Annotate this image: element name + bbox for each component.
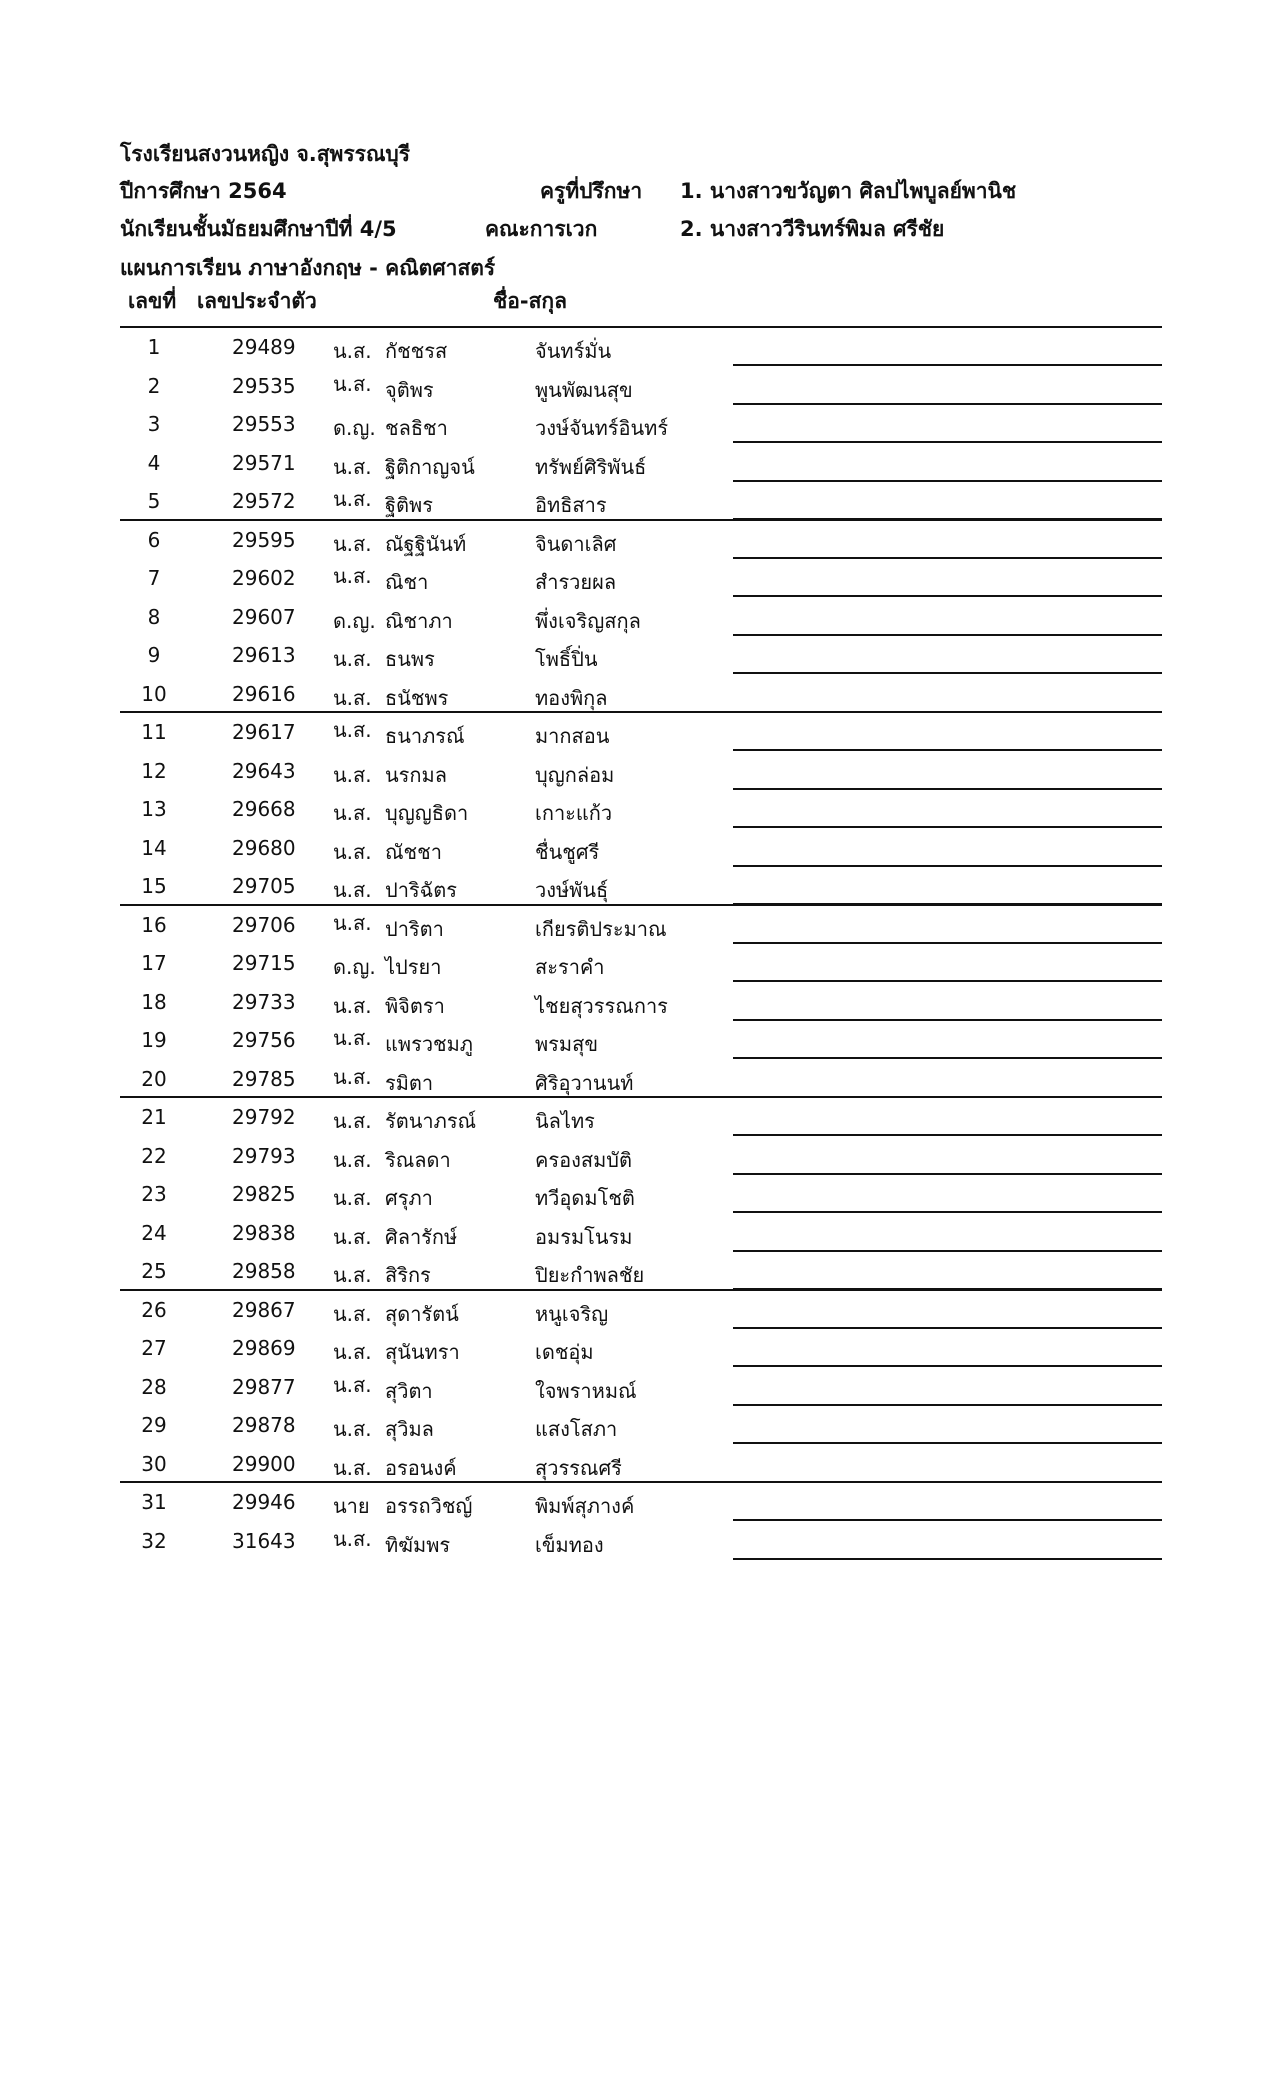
table-row	[0, 597, 1275, 635]
student-prefix: น.ส.	[333, 531, 372, 556]
student-prefix: น.ส.	[333, 1186, 372, 1210]
student-no: 27	[141, 1336, 167, 1360]
student-no: 1	[147, 335, 161, 359]
student-prefix: ด.ญ.	[333, 955, 376, 979]
student-no: 13	[141, 797, 167, 821]
student-first-name: บุญญธิดา	[385, 801, 469, 825]
student-first-name: สุนันทรา	[385, 1340, 460, 1364]
student-first-name: สุวิตา	[385, 1378, 433, 1403]
column-header-student-id: เลขประจำตัว	[197, 289, 317, 313]
student-first-name: ไปรยา	[385, 955, 442, 979]
student-id: 29733	[232, 989, 296, 1014]
student-prefix: น.ส.	[333, 1147, 372, 1172]
student-id: 29572	[232, 489, 296, 513]
student-prefix: น.ส.	[333, 993, 372, 1018]
student-no: 14	[141, 835, 167, 860]
student-last-name: อิทธิสาร	[535, 493, 607, 517]
student-id: 29489	[232, 335, 296, 359]
column-header-name: ชื่อ-สกุล	[493, 289, 567, 313]
student-prefix: น.ส.	[333, 454, 372, 479]
student-no: 21	[141, 1105, 167, 1129]
student-id: 29553	[232, 412, 296, 436]
student-first-name: ณัฐฐินันท์	[385, 531, 467, 556]
student-id: 29706	[232, 912, 296, 937]
student-no: 9	[147, 643, 161, 667]
student-last-name: โพธิ์ปิ่น	[535, 647, 598, 671]
student-prefix: น.ส.	[333, 487, 372, 511]
student-id: 29793	[232, 1143, 296, 1168]
table-row	[0, 1405, 1275, 1443]
table-row	[0, 404, 1275, 442]
student-id: 29607	[232, 604, 296, 629]
student-id: 29869	[232, 1336, 296, 1360]
student-prefix: น.ส.	[333, 647, 372, 671]
student-last-name: ปิยะกำพลชัย	[535, 1263, 645, 1287]
student-no: 29	[141, 1413, 167, 1437]
student-first-name: กัชชรส	[385, 339, 448, 363]
student-no: 20	[141, 1066, 167, 1091]
student-no: 18	[141, 989, 167, 1014]
table-row	[0, 1290, 1275, 1328]
student-no: 32	[141, 1528, 167, 1553]
table-row	[0, 943, 1275, 981]
student-first-name: ธนพร	[385, 647, 435, 671]
student-first-name: พิจิตรา	[385, 993, 445, 1018]
student-no: 23	[141, 1182, 167, 1206]
student-prefix: น.ส.	[333, 1417, 372, 1441]
student-prefix: น.ส.	[333, 1340, 372, 1364]
student-no: 15	[141, 874, 167, 898]
student-last-name: จินดาเลิศ	[535, 531, 617, 556]
student-last-name: มากสอน	[535, 724, 610, 748]
student-prefix: น.ส.	[333, 564, 372, 588]
student-first-name: ริณลดา	[385, 1147, 451, 1172]
student-id: 29680	[232, 835, 296, 860]
student-last-name: ใจพราหมณ์	[535, 1378, 637, 1403]
student-id: 29571	[232, 450, 296, 475]
student-id: 29715	[232, 951, 296, 975]
column-header-no: เลขที่	[128, 289, 177, 313]
student-last-name: เข็มทอง	[535, 1532, 604, 1557]
table-row	[0, 1059, 1275, 1097]
student-last-name: พูนพัฒนสุข	[535, 377, 633, 402]
student-id: 29616	[232, 681, 296, 706]
table-row	[0, 1328, 1275, 1366]
table-row	[0, 905, 1275, 943]
student-id: 29858	[232, 1259, 296, 1283]
table-row	[0, 327, 1275, 365]
student-no: 6	[147, 527, 161, 552]
student-id: 29867	[232, 1297, 296, 1322]
student-no: 16	[141, 912, 167, 937]
table-row	[0, 635, 1275, 673]
student-last-name: ทองพิกุล	[535, 685, 608, 710]
student-first-name: ศิลารักษ์	[385, 1224, 458, 1249]
student-prefix: น.ส.	[333, 839, 372, 864]
student-last-name: วงษ์พันธุ์	[535, 878, 609, 902]
table-row	[0, 789, 1275, 827]
student-last-name: ทรัพย์ศิริพันธ์	[535, 454, 647, 479]
student-first-name: ณิชาภา	[385, 608, 453, 633]
student-id: 29617	[232, 720, 296, 744]
header-advisor-label: ครูที่ปรึกษา	[540, 179, 643, 203]
student-prefix: น.ส.	[333, 1224, 372, 1249]
student-id: 29825	[232, 1182, 296, 1206]
signature-line	[733, 1558, 1162, 1560]
student-last-name: อมรมโนรม	[535, 1224, 633, 1249]
student-first-name: สิริกร	[385, 1263, 431, 1287]
student-id: 29668	[232, 797, 296, 821]
student-last-name: บุญกล่อม	[535, 762, 615, 787]
student-last-name: นิลไทร	[535, 1109, 595, 1133]
table-row	[0, 1213, 1275, 1251]
student-prefix: น.ส.	[333, 1064, 372, 1089]
student-last-name: พรมสุข	[535, 1032, 598, 1056]
student-no: 12	[141, 758, 167, 783]
student-id: 29643	[232, 758, 296, 783]
student-id: 29878	[232, 1413, 296, 1437]
table-row	[0, 712, 1275, 750]
student-no: 11	[141, 720, 167, 744]
student-first-name: อรรถวิชญ์	[385, 1494, 473, 1518]
student-prefix: น.ส.	[333, 371, 372, 396]
student-no: 2	[147, 373, 161, 398]
student-first-name: ปาริตา	[385, 916, 444, 941]
student-id: 29535	[232, 373, 296, 398]
student-first-name: ชลธิชา	[385, 416, 448, 440]
header-faculty: คณะการเวก	[485, 217, 598, 241]
student-first-name: จุติพร	[385, 377, 434, 402]
student-id: 29613	[232, 643, 296, 667]
table-row	[0, 520, 1275, 558]
student-no: 7	[147, 566, 161, 590]
student-prefix: น.ส.	[333, 339, 372, 363]
student-prefix: น.ส.	[333, 878, 372, 902]
student-last-name: วงษ์จันทร์อินทร์	[535, 416, 669, 440]
student-first-name: ทิฆัมพร	[385, 1532, 451, 1557]
header-advisor-2: 2. นางสาววีรินทร์พิมล ศรีชัย	[680, 217, 945, 241]
student-first-name: ณิชา	[385, 570, 429, 594]
table-row	[0, 1367, 1275, 1405]
header-year: ปีการศึกษา 2564	[120, 179, 287, 203]
table-row	[0, 674, 1275, 712]
student-no: 17	[141, 951, 167, 975]
student-no: 26	[141, 1297, 167, 1322]
student-no: 30	[141, 1451, 167, 1476]
student-last-name: เกาะแก้ว	[535, 801, 613, 825]
student-last-name: สะราคำ	[535, 955, 605, 979]
student-first-name: สุดารัตน์	[385, 1301, 459, 1326]
student-last-name: พึ่งเจริญสกุล	[535, 608, 641, 633]
student-id: 29595	[232, 527, 296, 552]
student-first-name: ธนัชพร	[385, 685, 449, 710]
table-row	[0, 443, 1275, 481]
student-last-name: เกียรติประมาณ	[535, 916, 667, 941]
student-prefix: น.ส.	[333, 910, 372, 935]
student-first-name: สุวิมล	[385, 1417, 434, 1441]
student-first-name: อรอนงค์	[385, 1455, 457, 1480]
student-id: 29785	[232, 1066, 296, 1091]
student-last-name: เดชอุ่ม	[535, 1340, 594, 1364]
student-id: 29877	[232, 1374, 296, 1399]
student-no: 19	[141, 1028, 167, 1052]
student-first-name: ณัชชา	[385, 839, 442, 864]
header-school: โรงเรียนสงวนหญิง จ.สุพรรณบุรี	[120, 142, 411, 166]
student-first-name: ศรุภา	[385, 1186, 433, 1210]
student-last-name: ครองสมบัติ	[535, 1147, 632, 1172]
student-id: 29838	[232, 1220, 296, 1245]
student-no: 22	[141, 1143, 167, 1168]
table-row	[0, 481, 1275, 519]
student-prefix: ด.ญ.	[333, 608, 376, 633]
student-prefix: น.ส.	[333, 718, 372, 742]
student-id: 29792	[232, 1105, 296, 1129]
student-prefix: ด.ญ.	[333, 416, 376, 440]
student-last-name: สุวรรณศรี	[535, 1455, 622, 1480]
student-prefix: น.ส.	[333, 801, 372, 825]
table-row	[0, 1097, 1275, 1135]
table-row	[0, 751, 1275, 789]
student-prefix: น.ส.	[333, 1526, 372, 1551]
student-first-name: นรกมล	[385, 762, 447, 787]
student-no: 8	[147, 604, 161, 629]
table-row	[0, 1521, 1275, 1559]
table-row	[0, 1136, 1275, 1174]
table-row	[0, 366, 1275, 404]
student-prefix: น.ส.	[333, 1455, 372, 1480]
student-last-name: หนูเจริญ	[535, 1301, 609, 1326]
header-class: นักเรียนชั้นมัธยมศึกษาปีที่ 4/5	[120, 217, 397, 241]
table-row	[0, 1174, 1275, 1212]
table-row	[0, 558, 1275, 596]
student-first-name: รัตนาภรณ์	[385, 1109, 477, 1133]
student-no: 25	[141, 1259, 167, 1283]
student-last-name: ศิริอุวานนท์	[535, 1070, 634, 1095]
student-last-name: สำรวยผล	[535, 570, 617, 594]
student-last-name: ชื่นชูศรี	[535, 839, 600, 864]
student-id: 29900	[232, 1451, 296, 1476]
header-advisor-1: 1. นางสาวขวัญตา ศิลปไพบูลย์พานิช	[680, 179, 1017, 203]
student-prefix: น.ส.	[333, 1109, 372, 1133]
student-prefix: นาย	[333, 1494, 370, 1518]
student-no: 10	[141, 681, 167, 706]
table-row	[0, 1444, 1275, 1482]
student-first-name: แพรวชมภู	[385, 1032, 473, 1056]
student-no: 3	[147, 412, 161, 436]
table-row	[0, 982, 1275, 1020]
student-prefix: น.ส.	[333, 1372, 372, 1397]
table-row	[0, 828, 1275, 866]
student-prefix: น.ส.	[333, 685, 372, 710]
student-no: 4	[147, 450, 161, 475]
student-last-name: จันทร์มั่น	[535, 339, 612, 363]
table-row	[0, 866, 1275, 904]
table-row	[0, 1482, 1275, 1520]
table-row	[0, 1251, 1275, 1289]
student-prefix: น.ส.	[333, 1263, 372, 1287]
student-id: 29946	[232, 1490, 296, 1514]
student-prefix: น.ส.	[333, 762, 372, 787]
student-last-name: ไชยสุวรรณการ	[535, 993, 668, 1018]
student-prefix: น.ส.	[333, 1301, 372, 1326]
student-id: 31643	[232, 1528, 296, 1553]
student-no: 28	[141, 1374, 167, 1399]
student-no: 31	[141, 1490, 167, 1514]
student-no: 5	[147, 489, 161, 513]
student-no: 24	[141, 1220, 167, 1245]
student-id: 29602	[232, 566, 296, 590]
student-first-name: รมิตา	[385, 1070, 434, 1095]
student-last-name: พิมพ์สุภางค์	[535, 1494, 635, 1518]
student-last-name: แสงโสภา	[535, 1417, 618, 1441]
student-first-name: ฐิติพร	[385, 493, 433, 517]
table-row	[0, 1020, 1275, 1058]
header-program: แผนการเรียน ภาษาอังกฤษ - คณิตศาสตร์	[120, 256, 496, 280]
student-last-name: ทวีอุดมโชติ	[535, 1186, 635, 1210]
student-first-name: ธนาภรณ์	[385, 724, 465, 748]
student-first-name: ฐิติกาญจน์	[385, 454, 475, 479]
student-prefix: น.ส.	[333, 1026, 372, 1050]
student-id: 29756	[232, 1028, 296, 1052]
student-id: 29705	[232, 874, 296, 898]
student-first-name: ปาริฉัตร	[385, 878, 458, 902]
